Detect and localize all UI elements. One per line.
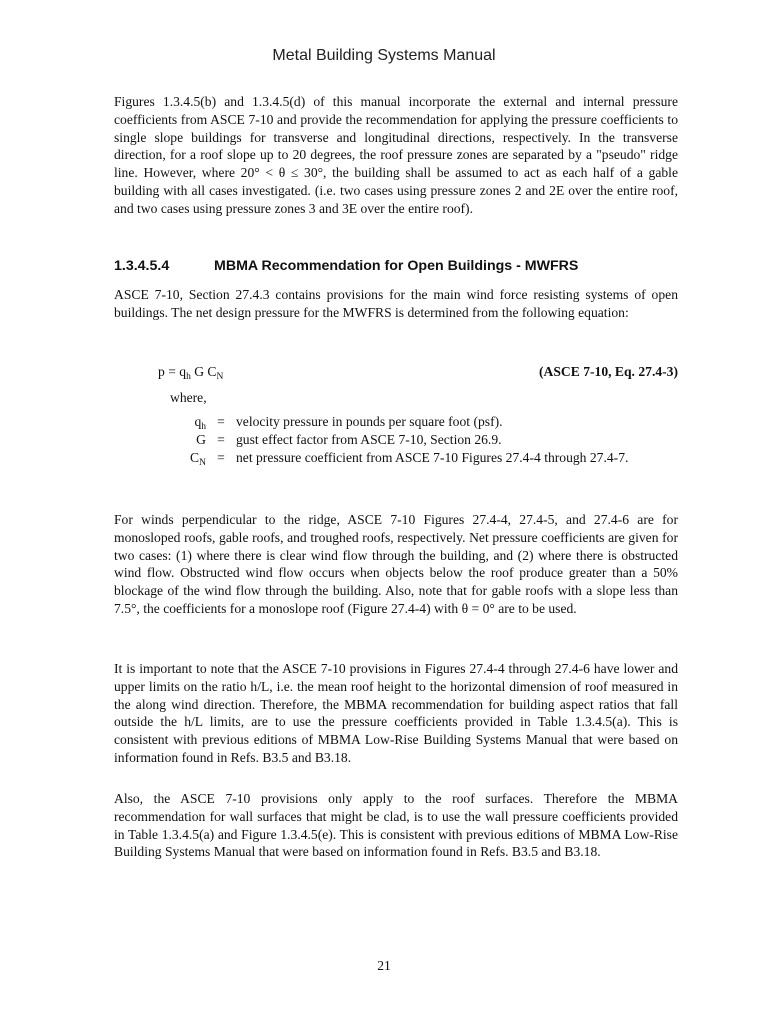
definition-text: gust effect factor from ASCE 7-10, Section 26.9.	[236, 431, 502, 447]
equation-mid: G C	[190, 364, 217, 379]
equation-lhs: p = q	[158, 364, 187, 379]
page-number: 21	[377, 958, 391, 973]
definition-row	[150, 449, 640, 467]
equation-line	[158, 364, 678, 380]
paragraph-hl-limits: It is important to note that the ASCE 7-10 provisions in Figures 27.4-4 through 27.4-6 have lower and upper limits on the ratio h/L, i.e. the mean roof height to the horizontal dimension of roof measured in the along wind direction. Therefore, the MBMA recommendation for building aspect ratios that fall outside the h/L limits, are to use the pressure coefficients provided in Table 1.3.4.5(a). This is consistent with previous editions of MBMA Low-Rise Building Systems Manual that were based on information found in Refs. B3.5 and B3.18.	[114, 661, 678, 765]
definition-row	[150, 431, 640, 449]
definition-text: velocity pressure in pounds per square foot (psf).	[236, 414, 503, 429]
paragraph-open-buildings: ASCE 7-10, Section 27.4.3 contains provisions for the main wind force resisting systems of open buildings. The net design pressure for the MWFRS is determined from the following equation:	[114, 287, 678, 320]
paragraph-perpendicular-winds: For winds perpendicular to the ridge, ASCE 7-10 Figures 27.4-4, 27.4-5, and 27.4-6 are for monosloped roofs, gable roofs, and troughed roofs, respectively. Net pressure coefficients are given for two cases: (1) where there is clear wind flow through the building, and (2) where there is obstructed wind flow. Obstructed wind flow occurs when objects below the roof produce greater than a 50% blockage of the wind flow through the building. Also, note that for gable roofs with a slope less than 7.5°, the coefficients for a monoslope roof (Figure 27.4-4) with θ = 0° are to be used.	[114, 512, 678, 616]
running-header: Metal Building Systems Manual	[272, 47, 496, 64]
paragraph-single-slope: Figures 1.3.4.5(b) and 1.3.4.5(d) of this manual incorporate the external and internal pressure coefficients from ASCE 7-10 and provide the recommendation for applying the pressure coefficients to single slope buildings for transverse and longitudinal directions, respectively. In the transverse direction, for a roof slope up to 20 degrees, the roof pressure zones are separated by a "pseudo" ridge line. However, where 20° < θ ≤ 30°, the building shall be assumed to act as each half of a gable building with all cases investigated. (i.e. two cases using pressure zones 2 and 2E over the entire roof, and two cases using pressure zones 3 and 3E over the entire roof).	[114, 94, 678, 216]
definition-equals: =	[217, 414, 225, 429]
where-label: where,	[170, 390, 207, 405]
definition-equals: =	[217, 449, 225, 465]
definition-symbol: G	[196, 431, 206, 447]
definition-symbol: $C_N$	[190, 449, 206, 468]
paragraph-wall-surfaces: Also, the ASCE 7-10 provisions only apply to the roof surfaces. Therefore the MBMA recommendation for wall surfaces that might be clad, is to use the wall pressure coefficients provided in Table 1.3.4.5(a) and Figure 1.3.4.5(e). This is consistent with previous editions of MBMA Low-Rise Building Systems Manual that were based on information found in Refs. B3.5 and B3.18.	[114, 791, 678, 860]
definition-equals: =	[217, 431, 225, 447]
definition-row	[150, 413, 640, 431]
equation-lhs-subscript: h	[186, 372, 191, 382]
definition-symbol: $q_h$	[194, 414, 206, 432]
equation-reference: (ASCE 7-10, Eq. 27.4-3)	[539, 364, 678, 379]
definition-text: net pressure coefficient from ASCE 7-10 Figures 27.4-4 through 27.4-7.	[236, 449, 629, 465]
section-title: MBMA Recommendation for Open Buildings - MWFRS	[214, 258, 579, 274]
equation-mid-subscript: N	[216, 372, 224, 382]
definitions-table	[150, 413, 640, 466]
section-heading	[114, 258, 678, 274]
section-number: 1.3.4.5.4	[114, 258, 170, 274]
